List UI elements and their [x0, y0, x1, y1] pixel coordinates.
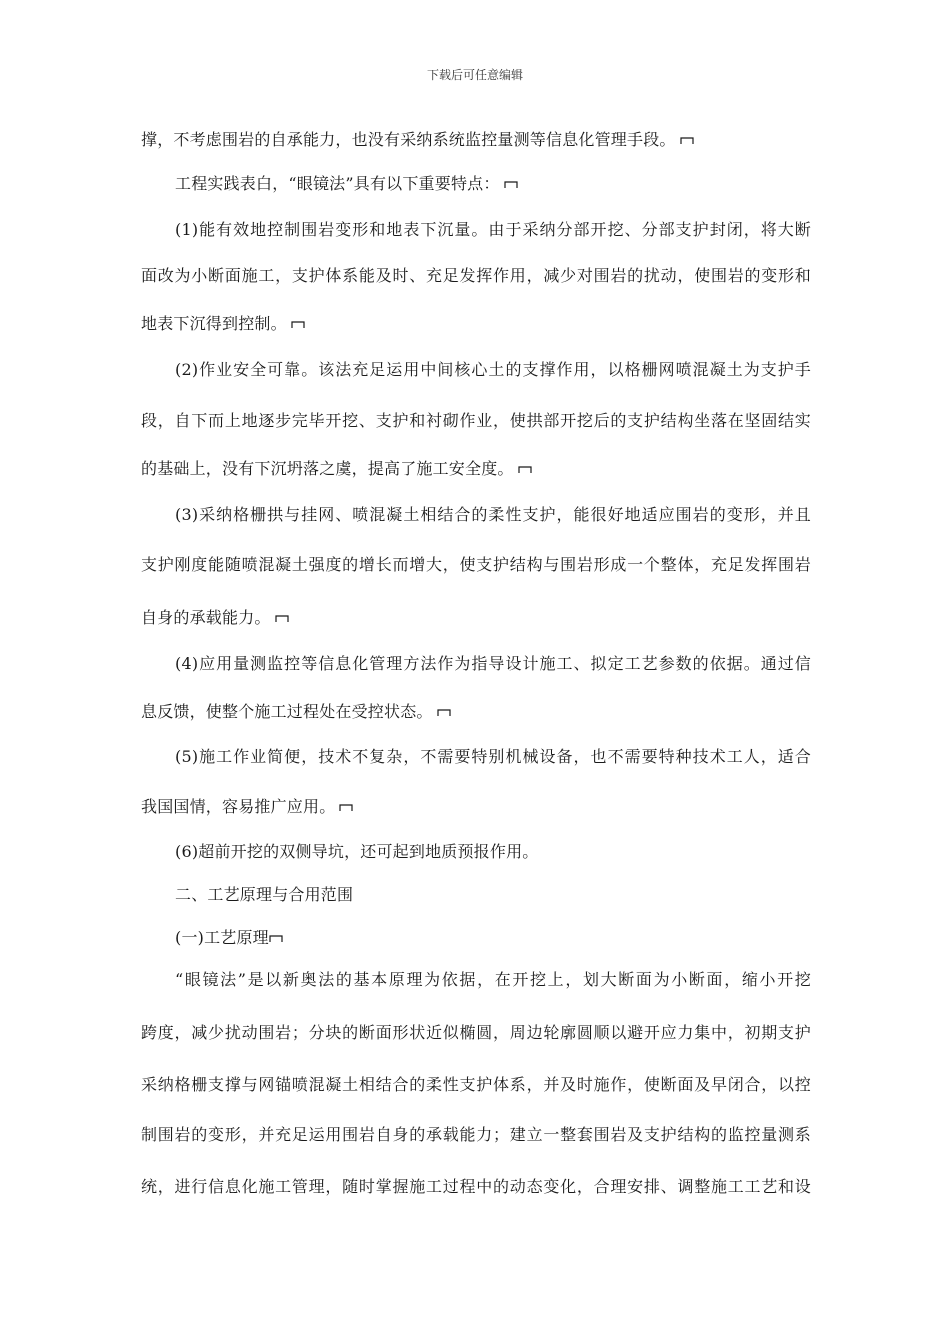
text-line: 制围岩的变形，并充足运用围岩自身的承载能力；建立一整套围岩及支护结构的监控量测系: [141, 1125, 811, 1144]
text-line: 工程实践表白，“眼镜法”具有以下重要特点：: [175, 174, 811, 194]
text-line: 面改为小断面施工，支护体系能及时、充足发挥作用，减少对围岩的扰动，使围岩的变形和: [141, 266, 811, 285]
paragraph-mark-icon: [269, 935, 283, 942]
paragraph-mark-icon: [518, 466, 532, 473]
text-line: 跨度，减少扰动围岩；分块的断面形状近似椭圆，周边轮廓圆顺以避开应力集中，初期支护: [141, 1023, 811, 1042]
text-line: 息反馈，使整个施工过程处在受控状态。: [141, 702, 811, 722]
page-header: 下载后可任意编辑: [426, 68, 523, 82]
paragraph-mark-icon: [291, 321, 305, 328]
section-heading: 二、工艺原理与合用范围: [175, 885, 354, 904]
text-line: 的基础上，没有下沉坍落之虞，提高了施工安全度。: [141, 459, 811, 479]
text-line: 地表下沉得到控制。: [141, 314, 811, 334]
text-line: (4)应用量测监控等信息化管理方法作为指导设计施工、拟定工艺参数的依据。通过信: [175, 654, 811, 673]
paragraph-mark-icon: [339, 804, 353, 811]
subsection-heading: (一)工艺原理: [175, 928, 811, 948]
text-line: (3)采纳格栅拱与挂网、喷混凝土相结合的柔性支护，能很好地适应围岩的变形，并且: [175, 505, 811, 524]
text-line: (1)能有效地控制围岩变形和地表下沉量。由于采纳分部开挖、分部支护封闭，将大断: [175, 220, 811, 239]
text-line: 撑，不考虑围岩的自承能力，也没有采纳系统监控量测等信息化管理手段。: [141, 130, 811, 150]
text-line: 支护刚度能随喷混凝土强度的增长而增大，使支护结构与围岩形成一个整体，充足发挥围岩: [141, 555, 811, 574]
paragraph-mark-icon: [504, 181, 518, 188]
text-line: 我国国情，容易推广应用。: [141, 797, 811, 817]
text-line: “眼镜法”是以新奥法的基本原理为依据，在开挖上，划大断面为小断面，缩小开挖: [175, 970, 811, 989]
text-line: (2)作业安全可靠。该法充足运用中间核心土的支撑作用，以格栅网喷混凝土为支护手: [175, 360, 811, 379]
text-line: 自身的承载能力。: [141, 608, 811, 628]
text-line: (5)施工作业简便，技术不复杂，不需要特别机械设备，也不需要特种技术工人，适合: [175, 747, 811, 766]
text-line: 段，自下而上地逐步完毕开挖、支护和衬砌作业，使拱部开挖后的支护结构坐落在坚固结实: [141, 411, 811, 430]
text-line: 统，进行信息化施工管理，随时掌握施工过程中的动态变化，合理安排、调整施工工艺和设: [141, 1177, 811, 1196]
paragraph-mark-icon: [680, 137, 694, 144]
text-line: 采纳格栅支撑与网锚喷混凝土相结合的柔性支护体系，并及时施作，使断面及早闭合，以控: [141, 1075, 811, 1094]
text-line: (6)超前开挖的双侧导坑，还可起到地质预报作用。: [175, 842, 539, 861]
paragraph-mark-icon: [275, 615, 289, 622]
paragraph-mark-icon: [437, 709, 451, 716]
